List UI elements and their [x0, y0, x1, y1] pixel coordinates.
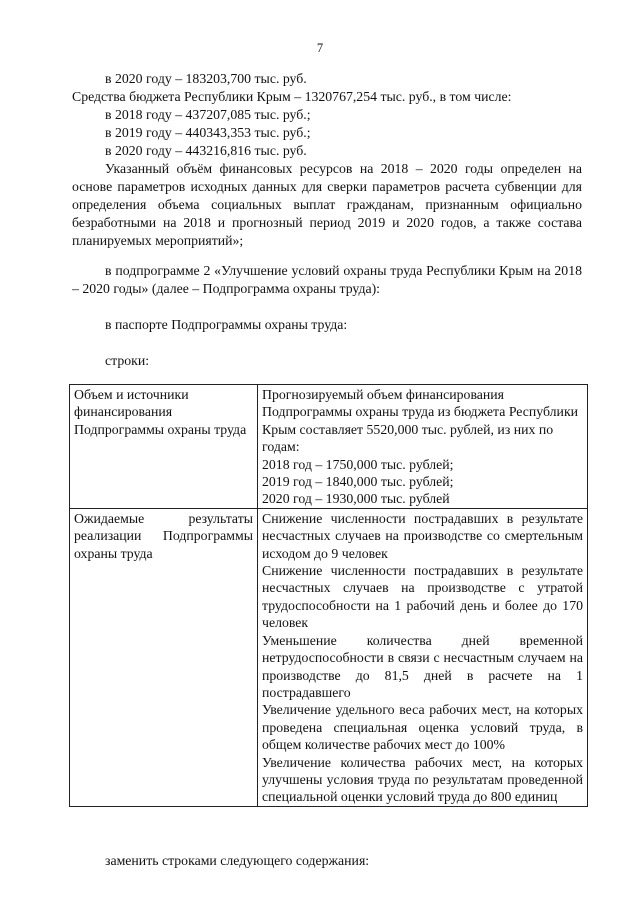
paragraph-passport: в паспорте Подпрограммы охраны труда:	[105, 317, 348, 332]
budget-line-2018: в 2018 году – 437207,085 тыс. руб.;	[105, 107, 311, 122]
paragraph-resources: Указанный объём финансовых ресурсов на 2018 – 2020 годы определен на основе параметров исходных данных для сверки параметров расчета субвенции для определения объема социальных выплат гражданам, признанным официально безработными на 2018 и прогнозный период 2019 и 2020 годов, а также состава планируемых мероприятий»;	[72, 161, 582, 248]
result-item: Уменьшение количества дней временной нетрудоспособности в связи с несчастным случаем на производстве до 81,5 дней в расчете на 1 пострадавшего	[262, 632, 583, 700]
funding-line-2020: в 2020 году – 183203,700 тыс. руб.	[105, 71, 307, 86]
passport-table	[69, 384, 588, 807]
paragraph-rows: строки:	[105, 353, 150, 368]
paragraph-subprogram-2: в подпрограмме 2 «Улучшение условий охраны труда Республики Крым на 2018 – 2020 годы» (далее – Подпрограмма охраны труда):	[72, 263, 582, 296]
table-row	[70, 508, 588, 806]
result-item: Снижение численности пострадавших в результате несчастных случаев на производстве со смертельным исходом до 9 человек	[262, 510, 583, 561]
table-row	[70, 385, 588, 509]
closing-line: заменить строками следующего содержания:	[105, 853, 370, 868]
funding-value-cell	[258, 385, 588, 509]
funding-label: Объем и источники финансирования Подпрограммы охраны труда	[74, 387, 247, 437]
result-item: Увеличение удельного веса рабочих мест, на которых проведена специальная оценка условий труда, в общем количестве рабочих мест до 100%	[262, 702, 583, 753]
page-number: 7	[316, 41, 324, 55]
results-label-cell	[70, 508, 258, 806]
funding-year-2020: 2020 год – 1930,000 тыс. рублей	[262, 491, 450, 507]
funding-text: Прогнозируемый объем финансирования Подпрограммы охраны труда из бюджета Республики Крым составляет 5520,000 тыс. рублей, из них по годам:	[262, 387, 579, 455]
result-item: Снижение численности пострадавших в результате несчастных случаев на производстве с утратой трудоспособности на 1 рабочий день и более до 170 человек	[262, 563, 583, 631]
funding-year-2018: 2018 год – 1750,000 тыс. рублей;	[262, 456, 454, 472]
budget-total-line: Средства бюджета Республики Крым – 1320767,254 тыс. руб., в том числе:	[72, 89, 512, 104]
budget-line-2019: в 2019 году – 440343,353 тыс. руб.;	[105, 125, 311, 140]
budget-line-2020: в 2020 году – 443216,816 тыс. руб.	[105, 143, 307, 158]
funding-year-2019: 2019 год – 1840,000 тыс. рублей;	[262, 474, 454, 490]
results-value-cell	[258, 508, 588, 806]
results-label: Ожидаемые результаты реализации Подпрограммы охраны труда	[74, 510, 253, 561]
result-item: Увеличение количества рабочих мест, на которых улучшены условия труда по результатам проведенной специальной оценки условий труда до 800 единиц	[262, 754, 583, 805]
funding-label-cell	[70, 385, 258, 509]
